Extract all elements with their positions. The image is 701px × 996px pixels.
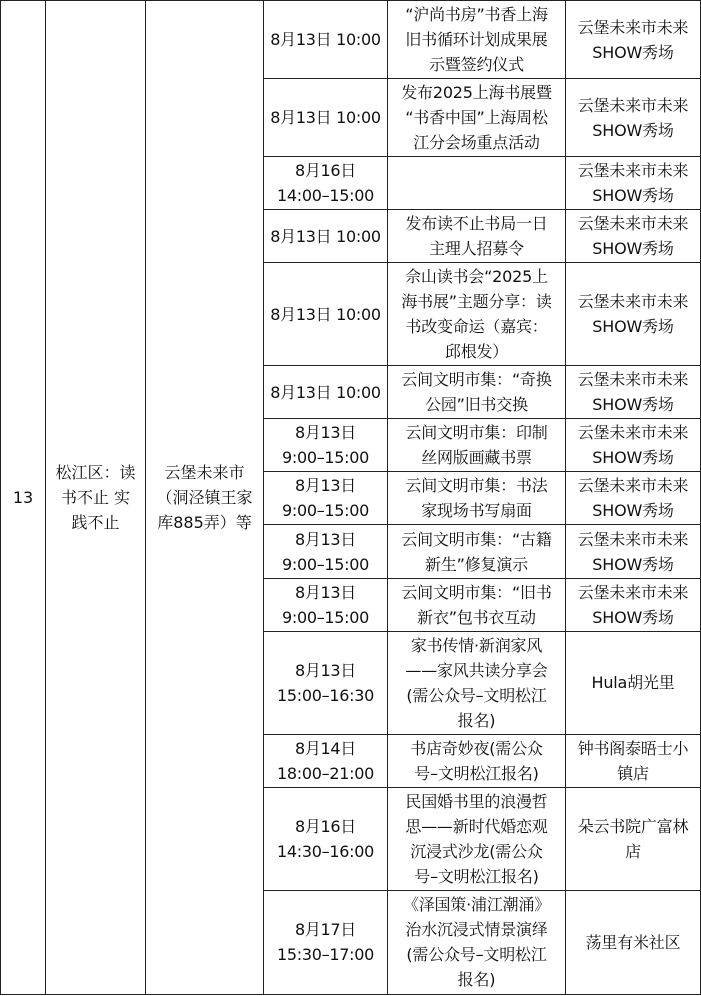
time-cell: 8月13日 15:00–16:30 [264, 631, 388, 734]
venue-cell: 云堡未来市未来 SHOW秀场 [566, 525, 701, 578]
event-cell: 书店奇妙夜(需公众 号–文明松江报名) [388, 734, 566, 787]
time-cell: 8月13日 10:00 [264, 263, 388, 366]
event-cell: 云间文明市集：书法 家现场书写扇面 [388, 472, 566, 525]
venue-cell: Hula胡光里 [566, 631, 701, 734]
venue-cell: 云堡未来市未来 SHOW秀场 [566, 472, 701, 525]
venue-cell: 荡里有米社区 [566, 890, 701, 994]
event-cell: 民国婚书里的浪漫哲 思——新时代婚恋观 沉浸式沙龙(需公众 号–文明松江报名) [388, 787, 566, 890]
time-cell: 8月13日 9:00–15:00 [264, 578, 388, 631]
event-cell [388, 157, 566, 210]
event-cell: “沪尚书房”书香上海 旧书循环计划成果展 示暨签约仪式 [388, 1, 566, 79]
event-cell: 云间文明市集：“旧书 新衣”包书衣互动 [388, 578, 566, 631]
time-cell: 8月13日 10:00 [264, 366, 388, 419]
event-cell: 《泽国策·浦江潮涌》 治水沉浸式情景演绎 (需公众号–文明松江 报名) [388, 890, 566, 994]
event-cell: 发布读不止书局一日 主理人招募令 [388, 210, 566, 263]
group-number-cell: 13 [1, 1, 46, 995]
event-cell: 云间文明市集：“奇换 公园”旧书交换 [388, 366, 566, 419]
venue-cell: 云堡未来市未来 SHOW秀场 [566, 366, 701, 419]
time-cell: 8月13日 9:00–15:00 [264, 472, 388, 525]
event-cell: 发布2025上海书展暨 “书香中国”上海周松 江分会场重点活动 [388, 79, 566, 157]
time-cell: 8月13日 10:00 [264, 1, 388, 79]
event-cell: 佘山读书会“2025上 海书展”主题分享：读 书改变命运（嘉宾： 邱根发） [388, 263, 566, 366]
event-cell: 云间文明市集：“古籍 新生”修复演示 [388, 525, 566, 578]
time-cell: 8月13日 10:00 [264, 210, 388, 263]
time-cell: 8月14日 18:00–21:00 [264, 734, 388, 787]
venue-cell: 云堡未来市未来 SHOW秀场 [566, 79, 701, 157]
event-cell: 家书传情·新润家风 ——家风共读分享会 (需公众号–文明松江 报名) [388, 631, 566, 734]
time-cell: 8月13日 9:00–15:00 [264, 525, 388, 578]
venue-cell: 朵云书院广富林 店 [566, 787, 701, 890]
time-cell: 8月17日 15:30–17:00 [264, 890, 388, 994]
venue-cell: 云堡未来市未来 SHOW秀场 [566, 210, 701, 263]
venue-cell: 云堡未来市未来 SHOW秀场 [566, 419, 701, 472]
venue-cell: 云堡未来市未来 SHOW秀场 [566, 263, 701, 366]
district-theme-cell: 松江区：读 书不止 实 践不止 [46, 1, 146, 995]
venue-cell: 云堡未来市未来 SHOW秀场 [566, 157, 701, 210]
time-cell: 8月13日 10:00 [264, 79, 388, 157]
main-location-cell: 云堡未来市 （洞泾镇王家 库885弄）等 [146, 1, 264, 995]
venue-cell: 钟书阁泰晤士小 镇店 [566, 734, 701, 787]
table-row [1, 1, 701, 79]
event-cell: 云间文明市集：印制 丝网版画藏书票 [388, 419, 566, 472]
time-cell: 8月13日 9:00–15:00 [264, 419, 388, 472]
time-cell: 8月16日 14:30–16:00 [264, 787, 388, 890]
venue-cell: 云堡未来市未来 SHOW秀场 [566, 1, 701, 79]
time-cell: 8月16日 14:00–15:00 [264, 157, 388, 210]
venue-cell: 云堡未来市未来 SHOW秀场 [566, 578, 701, 631]
